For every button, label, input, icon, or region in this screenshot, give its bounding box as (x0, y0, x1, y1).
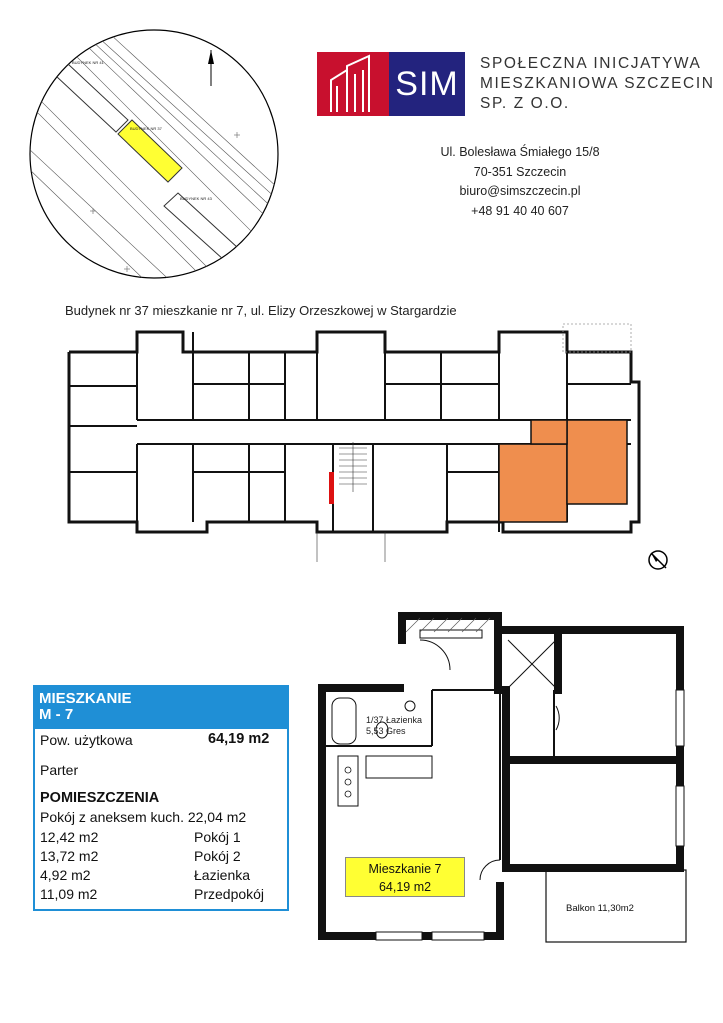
apartment-header (33, 685, 289, 729)
company-line-2: MIESZKANIOWA SZCZECIN (480, 75, 715, 92)
address-phone[interactable]: +48 91 40 40 607 (471, 203, 569, 218)
contact-address (420, 143, 620, 221)
bathroom-area: 5,53 Gres (366, 726, 406, 736)
site-map (28, 28, 280, 280)
room-area: Pokój z aneksem kuch. 22,04 m2 (40, 809, 247, 825)
room-name: Pokój 1 (194, 829, 241, 845)
compass-icon (646, 548, 670, 572)
room-name: Pokój 2 (194, 848, 241, 864)
logo-text: SIM (389, 52, 465, 116)
address-email[interactable]: biuro@simszczecin.pl (459, 184, 581, 198)
room-area: 12,42 m2 (40, 829, 99, 845)
floor-level: Parter (40, 762, 79, 778)
highlighted-apartment-room-2 (567, 420, 627, 504)
building-label-43: BUDYNEK NR 43 (180, 196, 212, 201)
apartment-label-area: 64,19 m2 (378, 880, 432, 894)
apartment-label (345, 857, 465, 897)
company-line-1: SPOŁECZNA INICJATYWA (480, 55, 702, 72)
balcony-label: Balkon 11,30m2 (566, 903, 634, 914)
apartment-header-title: MIESZKANIE (39, 690, 132, 707)
area-value: 64,19 m2 (208, 731, 270, 747)
room-name: Przedpokój (194, 886, 265, 902)
floor-plan (55, 322, 695, 572)
highlighted-apartment-room-1 (499, 444, 567, 522)
rooms-title: POMIESZCZENIA (40, 790, 160, 806)
bathroom-label: 1/37 Łazienka (366, 715, 423, 725)
company-name (480, 54, 715, 114)
apartment-detail-plan (310, 610, 700, 950)
room-area: 4,92 m2 (40, 867, 91, 883)
room-area: 13,72 m2 (40, 848, 99, 864)
apartment-header-number: M - 7 (39, 706, 74, 723)
room-area: 11,09 m2 (40, 886, 98, 902)
room-name: Łazienka (194, 867, 251, 883)
area-label: Pow. użytkowa (40, 732, 133, 748)
building-label-37: BUDYNEK NR 37 (130, 126, 162, 131)
apartment-label-name: Mieszkanie 7 (368, 862, 442, 876)
building-logo-icon (317, 52, 389, 116)
logo-mark (317, 52, 389, 116)
address-city: 70-351 Szczecin (473, 164, 567, 179)
stair-marker (329, 472, 334, 504)
address-street: Ul. Bolesława Śmiałego 15/8 (440, 145, 600, 159)
building-label-41: BUDYNEK NR 41 (72, 60, 104, 65)
floor-plan-title: Budynek nr 37 mieszkanie nr 7, ul. Elizy Orzeszkowej w Stargardzie (65, 303, 457, 318)
company-line-3: SP. Z O.O. (480, 95, 570, 112)
